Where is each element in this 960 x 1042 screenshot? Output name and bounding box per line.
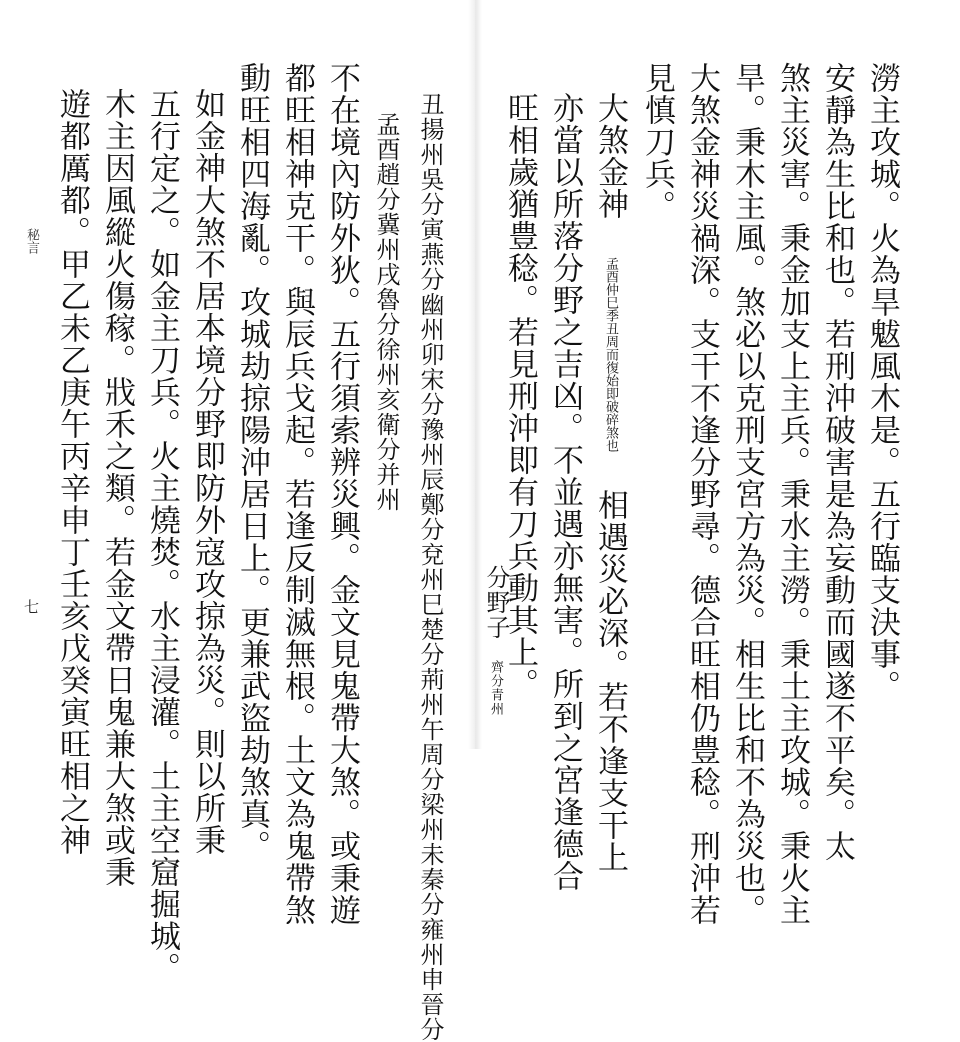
text-column-16: 五行定之。如金主刀兵。火主燒焚。水主浸灌。土主空窟掘城。: [144, 88, 180, 984]
text-column-14: 動旺相四海亂。攻城劫掠陽沖居日上。更兼武盜劫煞真。: [234, 62, 270, 862]
text-column-15: 如金神大煞不居本境分野即防外寇攻掠為災。則以所秉: [189, 88, 225, 856]
text-column-18: 遊都厲都。甲乙未乙庚午丙辛申丁壬亥戊癸寅旺相之神: [54, 88, 90, 856]
column-7-head: 大煞金神: [592, 92, 628, 220]
column-9-note: 齊分青州: [488, 660, 503, 716]
text-column-13: 都旺相神克干。與辰兵戈起。若逢反制滅無根。土文為鬼帶煞: [279, 62, 315, 926]
text-column-1: 澇主攻城。火為旱魃風木是。五行臨支決事。: [864, 62, 900, 702]
right-page: [480, 0, 960, 926]
text-column-12: 不在境內防外狄。五行須索辨災興。金文見鬼帶大煞。或秉遊: [324, 62, 360, 926]
text-column-17: 木主因風縱火傷稼。戕禾之類。若金文帶日鬼兼大煞或秉: [99, 88, 135, 888]
text-column-5: 大煞金神災禍深。支干不逢分野尋。德合旺相仍豊稔。刑沖若: [684, 62, 720, 926]
text-column-2: 安靜為生比和也。若刑沖破害是為妄動而國遂不平矣。太: [819, 62, 855, 862]
page-number: 七: [24, 598, 40, 616]
text-column-6: 見慎刀兵。: [639, 62, 675, 222]
text-column-9-extra: 分野子: [482, 565, 510, 640]
text-column-3: 煞主災害。秉金加支上主兵。秉水主澇。秉土主攻城。秉火主: [774, 62, 810, 926]
text-column-7: [590, 92, 630, 873]
text-column-11: 孟酉趙分冀州戌魯分徐州亥衛分并州: [372, 112, 400, 512]
margin-mark: 秘言: [24, 228, 39, 254]
text-column-8: 亦當以所落分野之吉凶。不並遇亦無害。所到之宮逢德合: [547, 92, 583, 892]
column-7-tail: 相遇災必深。若不逢支干上: [592, 489, 628, 873]
text-column-4: 旱。秉木主風。煞必以克刑支宮方為災。相生比和不為災也。: [729, 62, 765, 926]
column-7-note: 孟酉仲巳季丑周而復始即破碎煞也: [603, 257, 618, 452]
text-column-9: 旺相歲猶豊稔。若見刑沖即有刀兵動其上。: [502, 92, 538, 700]
text-column-10: 丑揚州吳分寅燕分幽州卯宋分豫州辰鄭分兗州巳楚分荊州午周分梁州未秦分雍州申晉分: [416, 92, 444, 1042]
